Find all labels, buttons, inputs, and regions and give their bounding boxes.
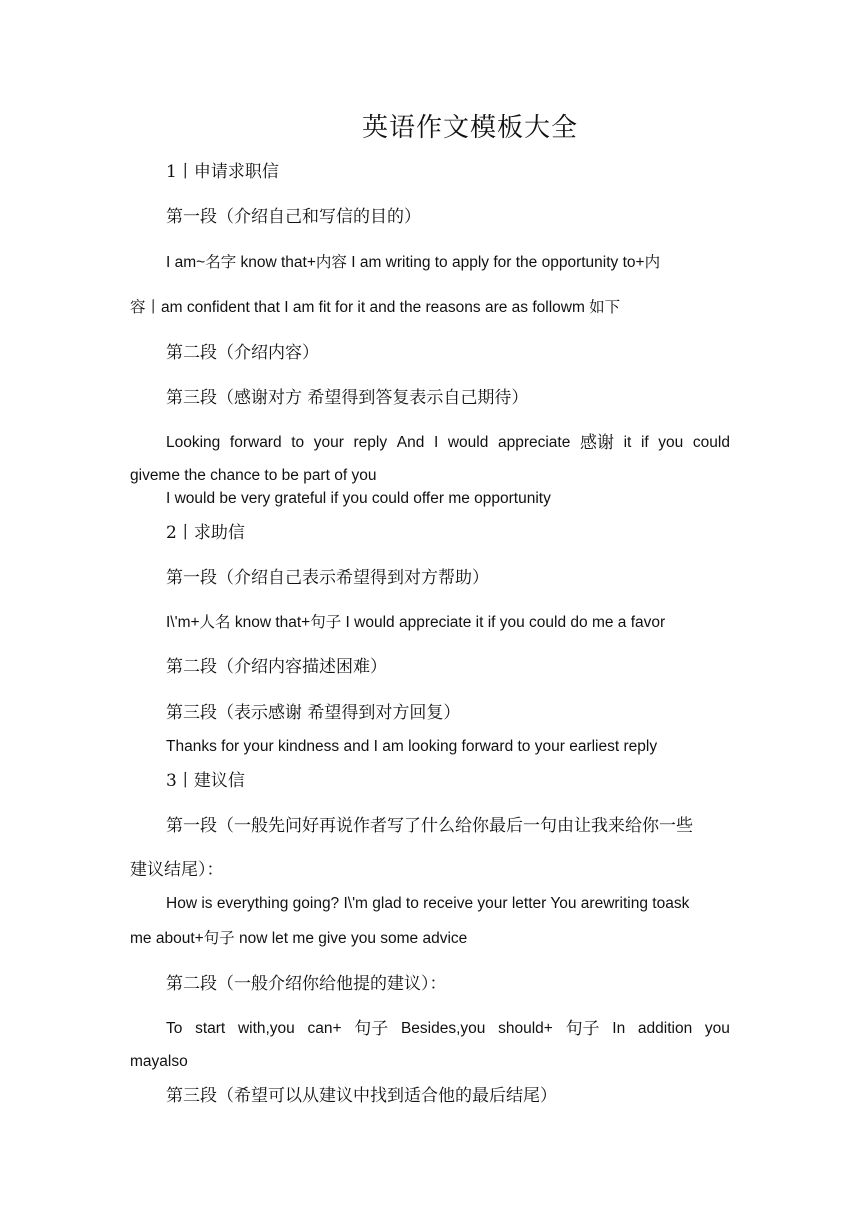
paragraph-label: 第一段（介绍自己表示希望得到对方帮助） (166, 568, 489, 588)
paragraph-label: 第三段（表示感谢 希望得到对方回复） (166, 703, 461, 723)
template-sentence: Thanks for your kindness and I am looking forward to your earliest reply (166, 738, 658, 755)
word: 句子 (354, 1019, 389, 1039)
page-title: 英语作文模板大全 (361, 113, 578, 143)
word: appreciate (497, 434, 571, 451)
word: you (704, 1020, 730, 1037)
word: if (640, 434, 649, 451)
template-sentence: I would be very grateful if you could offer me opportunity (166, 490, 551, 507)
template-sentence: I am~名字 know that+内容 I am writing to apply for the opportunity to+内 (166, 254, 661, 271)
word: addition (637, 1020, 693, 1037)
word: forward (229, 434, 282, 451)
word: with,you (237, 1020, 295, 1037)
paragraph-label: 第一段（介绍自己和写信的目的） (166, 207, 421, 227)
word: And (396, 434, 425, 451)
paragraph-label: 第二段（介绍内容） (166, 343, 319, 363)
template-sentence: How is everything going? I\'m glad to receive your letter You arewriting toask (166, 895, 690, 912)
word: you (658, 434, 684, 451)
word: 句子 (565, 1019, 600, 1039)
word: your (313, 434, 344, 451)
word: I (433, 434, 439, 451)
template-sentence: I\'m+人名 know that+句子 I would appreciate it if you could do me a favor (166, 614, 666, 631)
word: can+ (307, 1020, 342, 1037)
template-sentence-justified (166, 432, 730, 454)
word: Besides,you (400, 1020, 486, 1037)
template-sentence-justified (166, 1018, 730, 1040)
word: To (166, 1020, 183, 1037)
template-sentence-continued: me about+句子 now let me give you some advice (130, 930, 468, 947)
template-sentence-continued: giveme the chance to be part of you (130, 467, 377, 484)
paragraph-label: 第一段（一般先问好再说作者写了什么给你最后一句由让我来给你一些 (166, 816, 693, 836)
word: start (195, 1020, 226, 1037)
section-heading-3: 3丨建议信 (166, 771, 245, 791)
paragraph-label: 第三段（希望可以从建议中找到适合他的最后结尾） (166, 1086, 557, 1106)
word: 感谢 (579, 433, 614, 453)
word: could (692, 434, 730, 451)
word: should+ (498, 1020, 553, 1037)
paragraph-label-continued: 建议结尾）： (130, 860, 224, 880)
section-heading-1: 1丨申请求职信 (166, 162, 279, 182)
section-heading-2: 2丨求助信 (166, 523, 245, 543)
template-sentence-continued: mayalso (130, 1053, 188, 1070)
word: it (623, 434, 632, 451)
paragraph-label: 第二段（介绍内容描述困难） (166, 657, 387, 677)
template-sentence-continued: 容丨am confident that I am fit for it and the reasons are as followm 如下 (130, 299, 621, 316)
word: reply (353, 434, 388, 451)
word: to (291, 434, 305, 451)
paragraph-label: 第三段（感谢对方 希望得到答复表示自己期待） (166, 388, 529, 408)
word: In (612, 1020, 626, 1037)
word: Looking (166, 434, 221, 451)
word: would (447, 434, 489, 451)
paragraph-label: 第二段（一般介绍你给他提的建议）： (166, 974, 447, 994)
